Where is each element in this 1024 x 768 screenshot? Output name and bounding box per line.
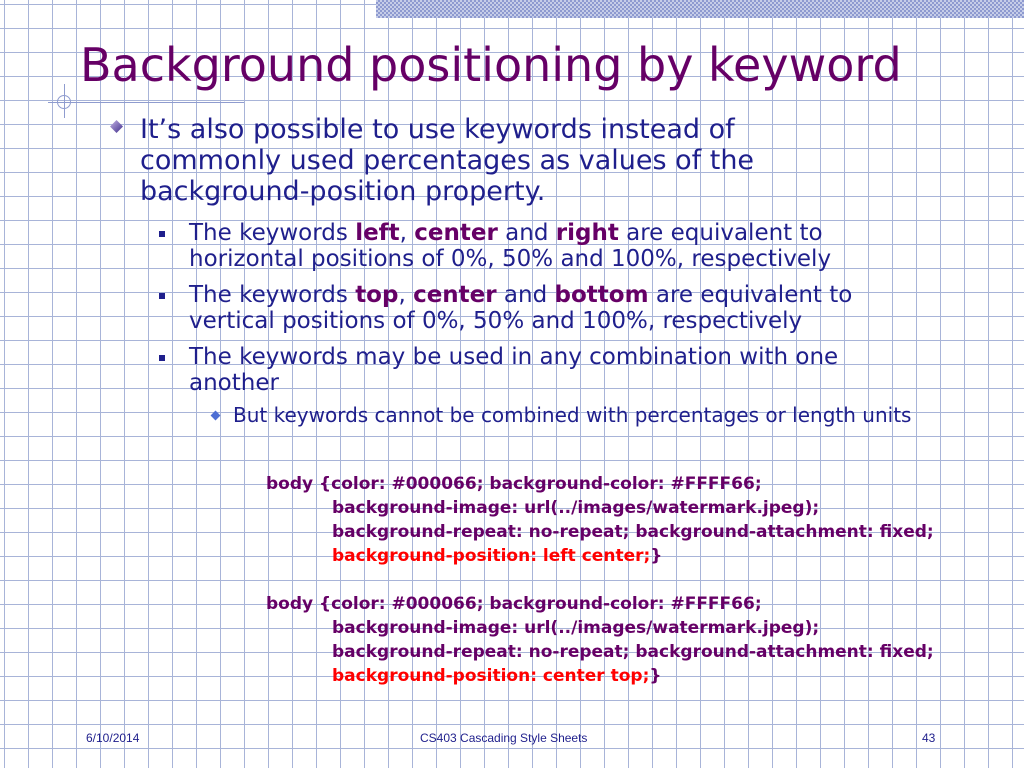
sub-bullet-text: The keywords — [189, 220, 356, 246]
sub-sub-bullet — [233, 403, 953, 427]
keyword-right: right — [555, 220, 619, 246]
square-bullet-icon — [159, 231, 165, 237]
separator: , — [398, 282, 414, 308]
code-block-2-line-1: body {color: #000066; background-color: #FFFF66; — [266, 594, 762, 614]
code-brace: } — [649, 666, 662, 686]
separator: and — [496, 282, 555, 308]
code-brace: } — [650, 546, 663, 566]
sub-bullet-text: The keywords may be used in any combination with one another — [189, 344, 839, 396]
sub-bullet-text: The keywords — [189, 282, 356, 308]
sub-bullet-text: are equivalent to horizontal positions of 0%, 50% and 100%, respectively — [189, 220, 832, 272]
footer-page-number: 43 — [922, 731, 936, 745]
keyword-center: center — [413, 282, 497, 308]
bullet-level-1 — [140, 114, 840, 207]
code-highlight: background-position: left center; — [332, 546, 651, 566]
title-crosshair-line — [48, 102, 244, 103]
keyword-center: center — [414, 220, 498, 246]
code-block-1-line-2: background-image: url(../images/watermark.jpeg); — [332, 498, 820, 518]
separator: and — [497, 220, 556, 246]
footer-course: CS403 Cascading Style Sheets — [420, 731, 588, 745]
code-block-1-line-1: body {color: #000066; background-color: #FFFF66; — [266, 474, 762, 494]
bullet-level-1-text: It’s also possible to use keywords instead of commonly used percentages as values of the background-position property. — [140, 114, 755, 207]
small-diamond-bullet-icon — [211, 411, 221, 421]
code-block-1-line-4 — [332, 545, 662, 567]
sub-bullet-horizontal — [189, 220, 929, 272]
code-highlight: background-position: center top; — [332, 666, 650, 686]
header-decoration-band — [376, 0, 1024, 18]
square-bullet-icon — [159, 355, 165, 361]
crosshair-circle-icon — [57, 95, 71, 109]
slide-title: Background positioning by keyword — [80, 38, 902, 92]
diamond-bullet-icon — [110, 120, 123, 133]
code-block-2-line-3: background-repeat: no-repeat; background-attachment: fixed; — [332, 642, 934, 662]
code-block-2-line-4 — [332, 665, 661, 687]
footer-date: 6/10/2014 — [86, 731, 140, 745]
keyword-top: top — [355, 282, 399, 308]
square-bullet-icon — [159, 293, 165, 299]
sub-bullet-vertical — [189, 282, 929, 334]
sub-sub-bullet-text: But keywords cannot be combined with percentages or length units — [233, 403, 912, 427]
sub-bullet-combination — [189, 344, 929, 396]
separator: , — [399, 220, 415, 246]
keyword-bottom: bottom — [554, 282, 649, 308]
keyword-left: left — [355, 220, 400, 246]
sub-bullet-text: are equivalent to vertical positions of 0%, 50% and 100%, respectively — [189, 282, 853, 334]
code-block-1-line-3: background-repeat: no-repeat; background-attachment: fixed; — [332, 522, 934, 542]
code-block-2-line-2: background-image: url(../images/watermark.jpeg); — [332, 618, 820, 638]
